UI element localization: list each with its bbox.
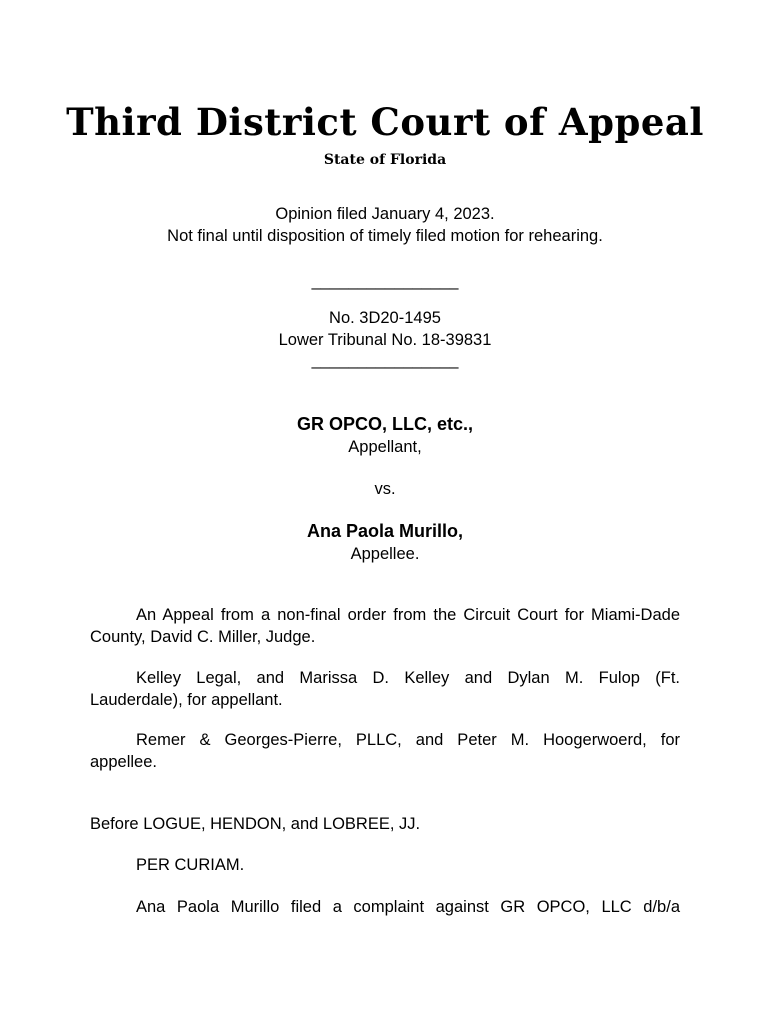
appellee-counsel-paragraph — [90, 729, 680, 773]
court-name-heading: Third District Court of Appeal — [66, 100, 704, 144]
lower-tribunal-number: Lower Tribunal No. 18-39831 — [278, 331, 492, 349]
versus-label: vs. — [374, 480, 396, 498]
appellee-role: Appellee. — [350, 545, 420, 563]
appellant-counsel-line-1: Kelley Legal, and Marissa D. Kelley and Dylan M. Fulop (Ft. — [136, 669, 680, 687]
separator-line-top: ________________ — [311, 272, 459, 290]
state-subheading: State of Florida — [323, 152, 447, 168]
per-curiam-line — [90, 854, 680, 876]
appellant-role: Appellant, — [348, 438, 422, 456]
not-final-notice: Not final until disposition of timely filed motion for rehearing. — [167, 227, 603, 245]
opening-paragraph — [90, 896, 680, 918]
opinion-filed-date: Opinion filed January 4, 2023. — [275, 205, 495, 223]
opening-line: Ana Paola Murillo filed a complaint against GR OPCO, LLC d/b/a — [136, 898, 680, 916]
appellant-counsel-line-2: Lauderdale), for appellant. — [90, 691, 283, 709]
panel-line — [90, 813, 680, 835]
panel-text: Before LOGUE, HENDON, and LOBREE, JJ. — [90, 815, 421, 833]
appellee-counsel-line-2: appellee. — [90, 753, 157, 771]
appeal-line-2: County, David C. Miller, Judge. — [90, 628, 316, 646]
separator-line-bottom: ________________ — [311, 351, 459, 369]
per-curiam-text: PER CURIAM. — [136, 856, 245, 874]
appellant-name: GR OPCO, LLC, etc., — [296, 414, 474, 434]
appellee-counsel-line-1: Remer & Georges-Pierre, PLLC, and Peter M. Hoogerwoerd, for — [136, 731, 680, 749]
appeal-origin-paragraph — [90, 604, 680, 648]
appellee-name: Ana Paola Murillo, — [306, 521, 464, 541]
appellant-counsel-paragraph — [90, 667, 680, 711]
appeal-line-1: An Appeal from a non-final order from the Circuit Court for Miami-Dade — [136, 606, 680, 624]
case-number: No. 3D20-1495 — [329, 309, 441, 327]
